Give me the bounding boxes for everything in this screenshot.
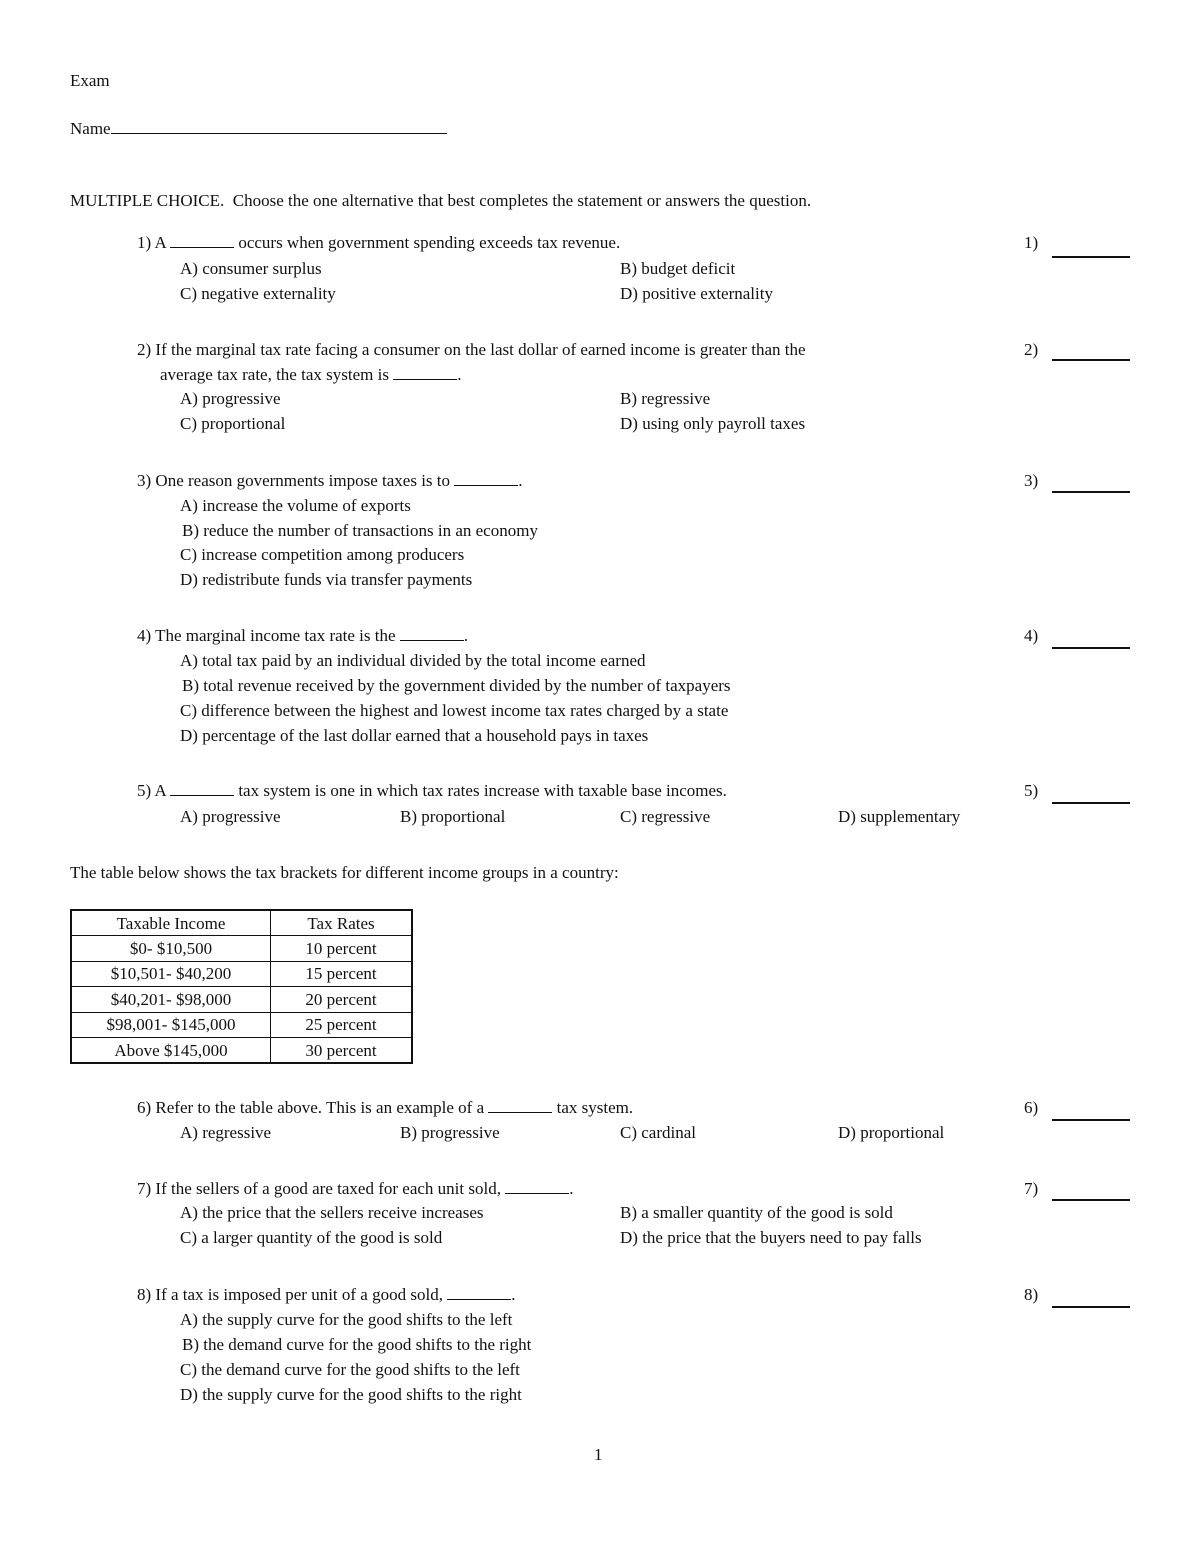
question-1-stem-end: occurs when government spending exceeds tax revenue. bbox=[238, 233, 621, 252]
question-3-answer-number: 3) bbox=[1024, 471, 1039, 490]
question-5-option-b[interactable]: B) proportional bbox=[400, 807, 506, 826]
question-2-answer-line[interactable] bbox=[1052, 359, 1130, 361]
question-5-stem-start: 5) A bbox=[137, 781, 166, 800]
question-4-option-a[interactable]: A) total tax paid by an individual divided by the total income earned bbox=[180, 651, 646, 670]
question-8-option-d[interactable]: D) the supply curve for the good shifts to the right bbox=[180, 1385, 522, 1404]
question-4-stem bbox=[137, 627, 468, 644]
question-2-stem-line1: 2) If the marginal tax rate facing a consumer on the last dollar of earned income is greater than the bbox=[137, 340, 806, 359]
question-1-option-b[interactable]: B) budget deficit bbox=[620, 259, 736, 278]
name-field[interactable] bbox=[70, 119, 447, 137]
question-6-stem-start: 6) Refer to the table above. This is an example of a bbox=[137, 1098, 485, 1117]
question-8-option-c[interactable]: C) the demand curve for the good shifts to the left bbox=[180, 1360, 520, 1379]
question-2-option-c[interactable]: C) proportional bbox=[180, 414, 286, 433]
question-2-stem-line2-start: average tax rate, the tax system is bbox=[160, 365, 389, 384]
section-instructions: Choose the one alternative that best completes the statement or answers the question. bbox=[232, 191, 812, 210]
table-header-rate: Tax Rates bbox=[271, 910, 413, 936]
table-cell-rate: 10 percent bbox=[271, 936, 413, 961]
question-2-stem-line2 bbox=[160, 366, 461, 383]
question-7-option-b[interactable]: B) a smaller quantity of the good is sold bbox=[620, 1203, 893, 1222]
question-5-option-a[interactable]: A) progressive bbox=[180, 807, 281, 826]
question-5-answer-line[interactable] bbox=[1052, 802, 1130, 804]
question-2-option-b[interactable]: B) regressive bbox=[620, 389, 711, 408]
table-row bbox=[71, 936, 412, 961]
question-1-blank bbox=[170, 234, 234, 248]
question-7-answer-number: 7) bbox=[1024, 1179, 1039, 1198]
question-3-option-c[interactable]: C) increase competition among producers bbox=[180, 545, 465, 564]
table-cell-rate: 20 percent bbox=[271, 987, 413, 1012]
question-7-stem-end: . bbox=[569, 1179, 574, 1198]
question-7-blank bbox=[505, 1180, 569, 1194]
question-1-answer-number: 1) bbox=[1024, 233, 1039, 252]
question-4-stem-start: 4) The marginal income tax rate is the bbox=[137, 626, 396, 645]
question-5-answer-number: 5) bbox=[1024, 781, 1039, 800]
question-1-option-a[interactable]: A) consumer surplus bbox=[180, 259, 322, 278]
question-6-blank bbox=[488, 1099, 552, 1113]
question-7-option-a[interactable]: A) the price that the sellers receive increases bbox=[180, 1203, 484, 1222]
question-5-stem-end: tax system is one in which tax rates increase with taxable base incomes. bbox=[238, 781, 727, 800]
question-8-option-b[interactable]: B) the demand curve for the good shifts to the right bbox=[182, 1335, 532, 1354]
question-1-option-d[interactable]: D) positive externality bbox=[620, 284, 773, 303]
table-cell-income: $10,501- $40,200 bbox=[71, 961, 271, 986]
question-8-stem bbox=[137, 1286, 515, 1303]
question-3-blank bbox=[454, 472, 518, 486]
name-blank-line[interactable] bbox=[111, 119, 447, 134]
table-cell-income: $0- $10,500 bbox=[71, 936, 271, 961]
question-6-answer-line[interactable] bbox=[1052, 1119, 1130, 1121]
table-header-income: Taxable Income bbox=[71, 910, 271, 936]
question-2-option-a[interactable]: A) progressive bbox=[180, 389, 281, 408]
question-6-option-a[interactable]: A) regressive bbox=[180, 1123, 272, 1142]
question-3-stem-end: . bbox=[518, 471, 523, 490]
tax-bracket-table bbox=[70, 909, 413, 1064]
question-3-option-b[interactable]: B) reduce the number of transactions in an economy bbox=[182, 521, 538, 540]
question-6-stem-end: tax system. bbox=[556, 1098, 634, 1117]
table-cell-income: $98,001- $145,000 bbox=[71, 1012, 271, 1037]
table-row bbox=[71, 961, 412, 986]
question-3-stem bbox=[137, 472, 523, 489]
table-row bbox=[71, 987, 412, 1012]
question-6-option-b[interactable]: B) progressive bbox=[400, 1123, 500, 1142]
question-4-answer-number: 4) bbox=[1024, 626, 1039, 645]
question-2-blank bbox=[393, 366, 457, 380]
question-7-option-c[interactable]: C) a larger quantity of the good is sold bbox=[180, 1228, 443, 1247]
question-8-answer-number: 8) bbox=[1024, 1285, 1039, 1304]
page-number: 1 bbox=[594, 1445, 603, 1464]
question-8-option-a[interactable]: A) the supply curve for the good shifts to the left bbox=[180, 1310, 513, 1329]
table-row bbox=[71, 1012, 412, 1037]
question-5-option-d[interactable]: D) supplementary bbox=[838, 807, 961, 826]
question-5-option-c[interactable]: C) regressive bbox=[620, 807, 711, 826]
question-8-blank bbox=[447, 1286, 511, 1300]
question-4-option-c[interactable]: C) difference between the highest and lowest income tax rates charged by a state bbox=[180, 701, 729, 720]
question-2-stem-line2-end: . bbox=[457, 365, 462, 384]
section-title: MULTIPLE CHOICE. bbox=[70, 191, 225, 210]
table-cell-rate: 25 percent bbox=[271, 1012, 413, 1037]
question-6-option-c[interactable]: C) cardinal bbox=[620, 1123, 696, 1142]
table-cell-rate: 30 percent bbox=[271, 1037, 413, 1063]
question-5-blank bbox=[170, 782, 234, 796]
table-header-row bbox=[71, 910, 412, 936]
question-1-stem-start: 1) A bbox=[137, 233, 166, 252]
question-4-stem-end: . bbox=[463, 626, 469, 645]
question-3-option-d[interactable]: D) redistribute funds via transfer payments bbox=[180, 570, 473, 589]
question-7-stem-start: 7) If the sellers of a good are taxed for each unit sold, bbox=[137, 1179, 501, 1198]
question-1-answer-line[interactable] bbox=[1052, 256, 1130, 258]
section-heading bbox=[70, 192, 811, 209]
question-3-stem-start: 3) One reason governments impose taxes is to bbox=[137, 471, 451, 490]
question-8-stem-start: 8) If a tax is imposed per unit of a good sold, bbox=[137, 1285, 443, 1304]
name-label: Name bbox=[70, 119, 111, 138]
question-7-stem bbox=[137, 1180, 573, 1197]
question-2-answer-number: 2) bbox=[1024, 340, 1039, 359]
question-5-stem bbox=[137, 782, 727, 799]
exam-title: Exam bbox=[70, 71, 110, 90]
question-2-option-d[interactable]: D) using only payroll taxes bbox=[620, 414, 806, 433]
question-1-stem bbox=[137, 234, 620, 251]
question-4-answer-line[interactable] bbox=[1052, 647, 1130, 649]
question-1-option-c[interactable]: C) negative externality bbox=[180, 284, 336, 303]
question-7-answer-line[interactable] bbox=[1052, 1199, 1130, 1201]
question-8-stem-end: . bbox=[511, 1285, 516, 1304]
question-6-option-d[interactable]: D) proportional bbox=[838, 1123, 945, 1142]
question-7-option-d[interactable]: D) the price that the buyers need to pay falls bbox=[620, 1228, 922, 1247]
question-6-answer-number: 6) bbox=[1024, 1098, 1039, 1117]
table-row bbox=[71, 1037, 412, 1063]
question-4-option-b[interactable]: B) total revenue received by the government divided by the number of taxpayers bbox=[182, 676, 731, 695]
table-cell-income: Above $145,000 bbox=[71, 1037, 271, 1063]
question-6-stem bbox=[137, 1099, 633, 1116]
question-3-option-a[interactable]: A) increase the volume of exports bbox=[180, 496, 411, 515]
question-4-option-d[interactable]: D) percentage of the last dollar earned that a household pays in taxes bbox=[180, 726, 649, 745]
table-cell-rate: 15 percent bbox=[271, 961, 413, 986]
table-cell-income: $40,201- $98,000 bbox=[71, 987, 271, 1012]
table-intro: The table below shows the tax brackets for different income groups in a country: bbox=[70, 863, 619, 882]
question-8-answer-line[interactable] bbox=[1052, 1306, 1130, 1308]
question-4-blank bbox=[400, 627, 464, 641]
question-3-answer-line[interactable] bbox=[1052, 491, 1130, 493]
